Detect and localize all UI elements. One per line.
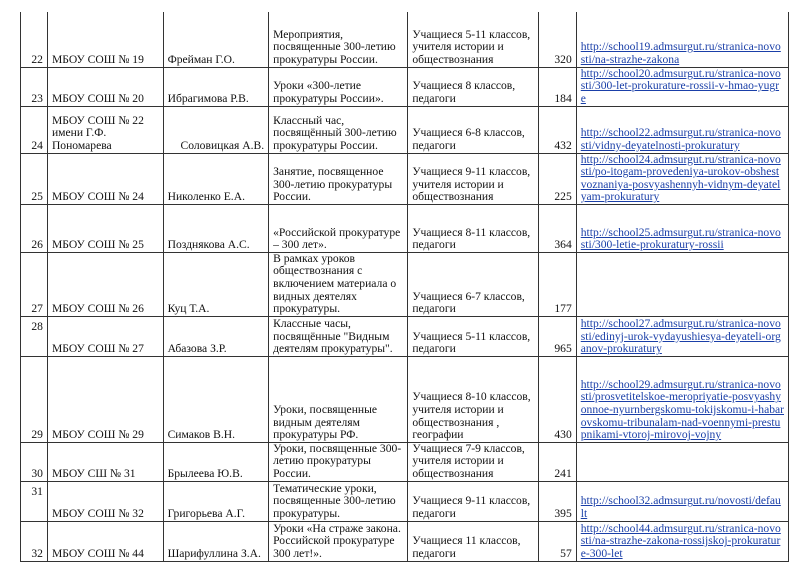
row-number: 27: [21, 252, 48, 316]
count-cell: 225: [538, 153, 576, 204]
table-row: [21, 67, 789, 106]
participants-cell: Учащиеся 9-11 классов, педагоги: [408, 481, 538, 521]
link-cell: [576, 521, 788, 561]
news-link[interactable]: http://school29.admsurgut.ru/stranica-novosti/prosvetitelskoe-meropriyatie-posvyashyonnoe-nyurnbergskomu-tokijskomu-i-habarovskomu-tribunalam-nad-voennymi-prestupnikami-vtoroj-mirovoj-vojny: [580, 377, 785, 442]
count-cell: 395: [538, 481, 576, 521]
participants-cell: Учащиеся 8-10 классов, учителя истории и обществознания , географии: [408, 356, 538, 442]
participants-cell: Учащиеся 5-11 классов, педагоги: [408, 316, 538, 356]
school-cell: МБОУ СШ № 31: [47, 442, 163, 481]
count-cell: 57: [538, 521, 576, 561]
table-row: [21, 252, 789, 316]
news-link[interactable]: http://school27.admsurgut.ru/stranica-novosti/edinyj-urok-vydayushiesya-deyateli-organov-prokuratury: [580, 317, 781, 356]
table-row: [21, 481, 789, 521]
teacher-cell: Соловицкая А.В.: [163, 106, 269, 153]
event-cell: «Российской прокуратуре – 300 лет».: [269, 204, 408, 252]
school-cell: МБОУ СОШ № 27: [47, 316, 163, 356]
school-cell: МБОУ СОШ № 29: [47, 356, 163, 442]
event-cell: В рамках уроков обществознания с включением материала о видных деятелях прокуратуры.: [269, 252, 408, 316]
count-cell: 364: [538, 204, 576, 252]
school-cell: МБОУ СОШ № 44: [47, 521, 163, 561]
participants-cell: Учащиеся 6-7 классов, педагоги: [408, 252, 538, 316]
news-link[interactable]: http://school44.admsurgut.ru/stranica-novosti/na-strazhe-zakona-rossijskoj-prokurature-300-let: [580, 521, 781, 561]
table-row: [21, 153, 789, 204]
row-number: 30: [21, 442, 48, 481]
event-cell: Уроки «На страже закона. Российской прокуратуре 300 лет!».: [269, 521, 408, 561]
table-row: [21, 521, 789, 561]
count-cell: 241: [538, 442, 576, 481]
row-number: 28: [21, 316, 48, 356]
row-number: 25: [21, 153, 48, 204]
school-cell: МБОУ СОШ № 25: [47, 204, 163, 252]
link-cell: [576, 356, 788, 442]
table-row: [21, 106, 789, 153]
school-cell: МБОУ СОШ № 24: [47, 153, 163, 204]
row-number: 26: [21, 204, 48, 252]
count-cell: 965: [538, 316, 576, 356]
link-cell: [576, 442, 788, 481]
news-link[interactable]: http://school25.admsurgut.ru/stranica-novosti/300-letie-prokuratury-rossii: [580, 225, 781, 252]
row-number: 22: [21, 12, 48, 67]
event-cell: Классный час, посвящённый 300-летию прокуратуры России.: [269, 106, 408, 153]
link-cell: [576, 316, 788, 356]
news-link[interactable]: http://school19.admsurgut.ru/stranica-novosti/na-strazhe-zakona: [580, 40, 781, 66]
teacher-cell: Куц Т.А.: [163, 252, 269, 316]
event-cell: Уроки «300-летие прокуратуры России».: [269, 67, 408, 106]
teacher-cell: Ибрагимова Р.В.: [163, 67, 269, 106]
row-number: 29: [21, 356, 48, 442]
link-cell: [576, 204, 788, 252]
participants-cell: Учащиеся 8-11 классов, педагоги: [408, 204, 538, 252]
participants-cell: Учащиеся 8 классов, педагоги: [408, 67, 538, 106]
teacher-cell: Григорьева А.Г.: [163, 481, 269, 521]
row-number: 32: [21, 521, 48, 561]
teacher-cell: Фрейман Г.О.: [163, 12, 269, 67]
school-cell: МБОУ СОШ № 19: [47, 12, 163, 67]
table-row: [21, 442, 789, 481]
event-cell: Уроки, посвященные видным деятелям прокуратуры РФ.: [269, 356, 408, 442]
school-cell: МБОУ СОШ № 32: [47, 481, 163, 521]
count-cell: 430: [538, 356, 576, 442]
row-number: 31: [21, 481, 48, 521]
participants-cell: Учащиеся 9-11 классов, учителя истории и обществознания: [408, 153, 538, 204]
school-cell: МБОУ СОШ № 20: [47, 67, 163, 106]
row-number: 23: [21, 67, 48, 106]
event-cell: Уроки, посвященные 300-летию прокуратуры России.: [269, 442, 408, 481]
school-cell: МБОУ СОШ № 26: [47, 252, 163, 316]
event-cell: Тематические уроки, посвященные 300-летию прокуратуры.: [269, 481, 408, 521]
event-cell: Классные часы, посвящённые "Видным деятелям прокуратуры".: [269, 316, 408, 356]
table-row: [21, 204, 789, 252]
teacher-cell: Позднякова А.С.: [163, 204, 269, 252]
table-row: [21, 356, 789, 442]
teacher-cell: Симаков В.Н.: [163, 356, 269, 442]
count-cell: 432: [538, 106, 576, 153]
participants-cell: Учащиеся 5-11 классов, учителя истории и обществознания: [408, 12, 538, 67]
news-link[interactable]: http://school20.admsurgut.ru/stranica-novosti/300-let-prokurature-rossii-v-hmao-yugre: [580, 67, 781, 105]
participants-cell: Учащиеся 7-9 классов, учителя истории и обществознания: [408, 442, 538, 481]
news-link[interactable]: http://school22.admsurgut.ru/stranica-novosti/vidny-deyatelnosti-prokuratury: [580, 126, 781, 152]
news-link[interactable]: http://school32.admsurgut.ru/novosti/default: [580, 494, 781, 521]
table-row: [21, 316, 789, 356]
link-cell: [576, 481, 788, 521]
school-cell: МБОУ СОШ № 22 имени Г.Ф. Пономарева: [47, 106, 163, 153]
participants-cell: Учащиеся 11 классов, педагоги: [408, 521, 538, 561]
row-number: 24: [21, 106, 48, 153]
event-cell: Занятие, посвященное 300-летию прокуратуры России.: [269, 153, 408, 204]
teacher-cell: Абазова З.Р.: [163, 316, 269, 356]
link-cell: [576, 153, 788, 204]
news-link[interactable]: http://school24.admsurgut.ru/stranica-novosti/po-itogam-provedeniya-urokov-obshestvoznaniya-posvyashennyh-vidnym-deyatelyam-prokuratury: [580, 153, 781, 204]
count-cell: 177: [538, 252, 576, 316]
table-row: [21, 12, 789, 67]
count-cell: 184: [538, 67, 576, 106]
teacher-cell: Брылеева Ю.В.: [163, 442, 269, 481]
link-cell: [576, 67, 788, 106]
link-cell: [576, 106, 788, 153]
teacher-cell: Николенко Е.А.: [163, 153, 269, 204]
count-cell: 320: [538, 12, 576, 67]
teacher-cell: Шарифуллина З.А.: [163, 521, 269, 561]
event-cell: Мероприятия, посвященные 300-летию прокуратуры России.: [269, 12, 408, 67]
participants-cell: Учащиеся 6-8 классов, педагоги: [408, 106, 538, 153]
link-cell: [576, 12, 788, 67]
link-cell: [576, 252, 788, 316]
events-table: [20, 12, 789, 562]
